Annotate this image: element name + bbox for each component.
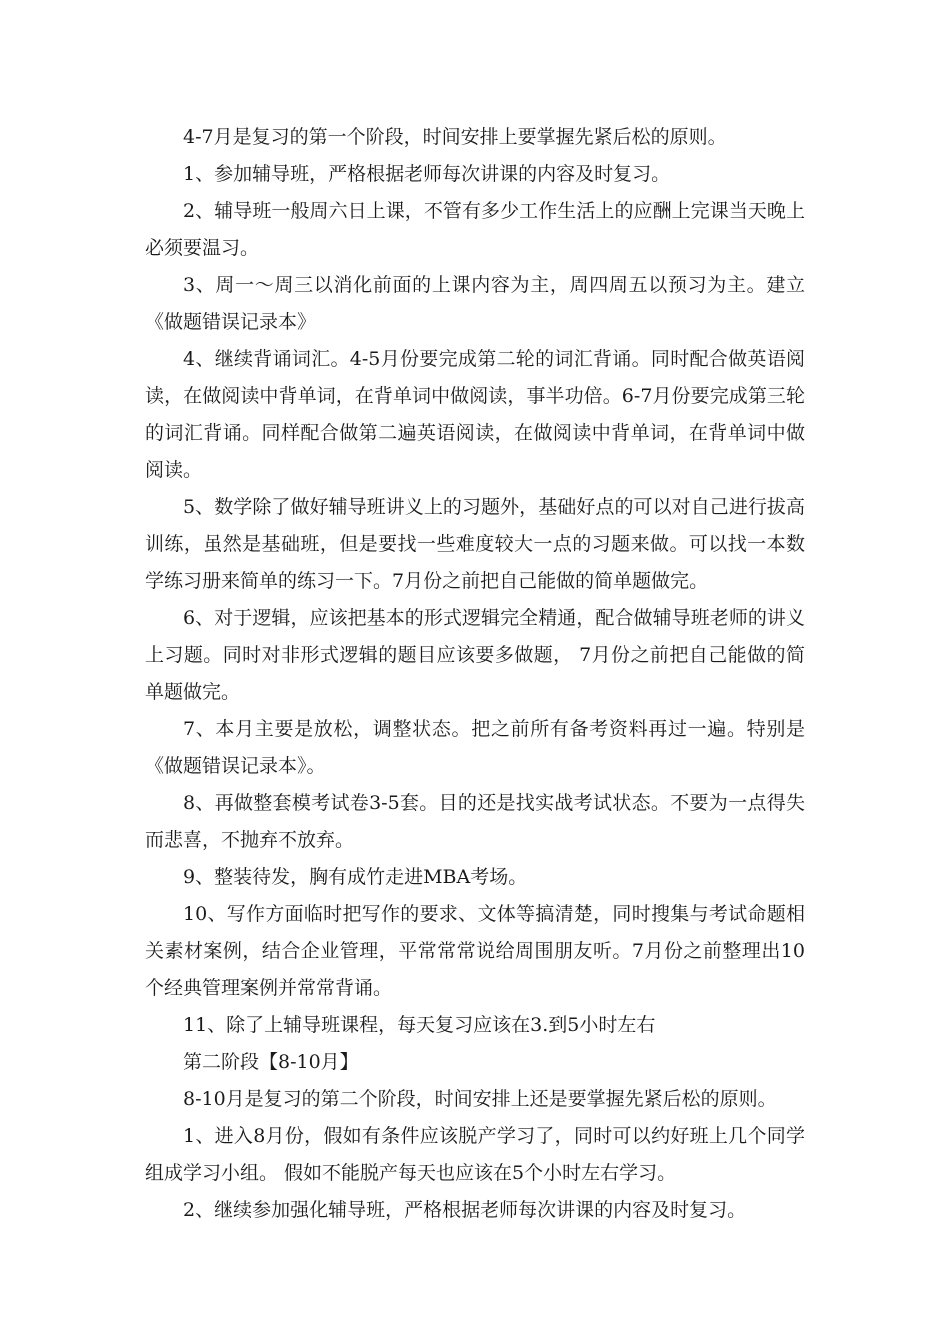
- paragraph: 7、本月主要是放松，调整状态。把之前所有备考资料再过一遍。特别是《做题错误记录本》。: [145, 718, 805, 777]
- paragraph: 3、周一～周三以消化前面的上课内容为主，周四周五以预习为主。建立《做题错误记录本》: [145, 274, 805, 333]
- paragraph: 2、继续参加强化辅导班，严格根据老师每次讲课的内容及时复习。: [183, 1199, 747, 1221]
- paragraph: 1、参加辅导班，严格根据老师每次讲课的内容及时复习。: [183, 163, 671, 185]
- document-body: [145, 119, 805, 1229]
- paragraph: 2、辅导班一般周六日上课，不管有多少工作生活上的应酬上完课当天晚上必须要温习。: [145, 200, 805, 259]
- paragraph: 11、除了上辅导班课程，每天复习应该在3.到5小时左右: [183, 1014, 656, 1036]
- paragraph: 6、对于逻辑，应该把基本的形式逻辑完全精通，配合做辅导班老师的讲义上习题。同时对非形式逻辑的题目应该要多做题， 7月份之前把自己能做的简单题做完。: [145, 607, 805, 703]
- paragraph: 8、再做整套模考试卷3-5套。目的还是找实战考试状态。不要为一点得失而悲喜，不抛弃不放弃。: [145, 792, 805, 851]
- paragraph: 4、继续背诵词汇。4-5月份要完成第二轮的词汇背诵。同时配合做英语阅读，在做阅读中背单词，在背单词中做阅读，事半功倍。6-7月份要完成第三轮的词汇背诵。同样配合做第二遍英语阅读，在做阅读中背单词，在背单词中做阅读。: [145, 348, 805, 481]
- paragraph: 1、进入8月份，假如有条件应该脱产学习了，同时可以约好班上几个同学组成学习小组。 假如不能脱产每天也应该在5个小时左右学习。: [145, 1125, 805, 1184]
- paragraph: 9、整装待发，胸有成竹走进MBA考场。: [183, 866, 528, 888]
- paragraph: 5、数学除了做好辅导班讲义上的习题外，基础好点的可以对自己进行拔高训练，虽然是基础班，但是要找一些难度较大一点的习题来做。可以找一本数学练习册来简单的练习一下。7月份之前把自己能做的简单题做完。: [145, 496, 805, 592]
- paragraph: 8-10月是复习的第二个阶段，时间安排上还是要掌握先紧后松的原则。: [183, 1088, 777, 1110]
- paragraph: 4-7月是复习的第一个阶段，时间安排上要掌握先紧后松的原则。: [183, 126, 727, 148]
- paragraph: 10、写作方面临时把写作的要求、文体等搞清楚，同时搜集与考试命题相关素材案例，结合企业管理，平常常常说给周围朋友听。7月份之前整理出10个经典管理案例并常常背诵。: [145, 903, 805, 999]
- section-heading: 第二阶段【8-10月】: [183, 1051, 359, 1073]
